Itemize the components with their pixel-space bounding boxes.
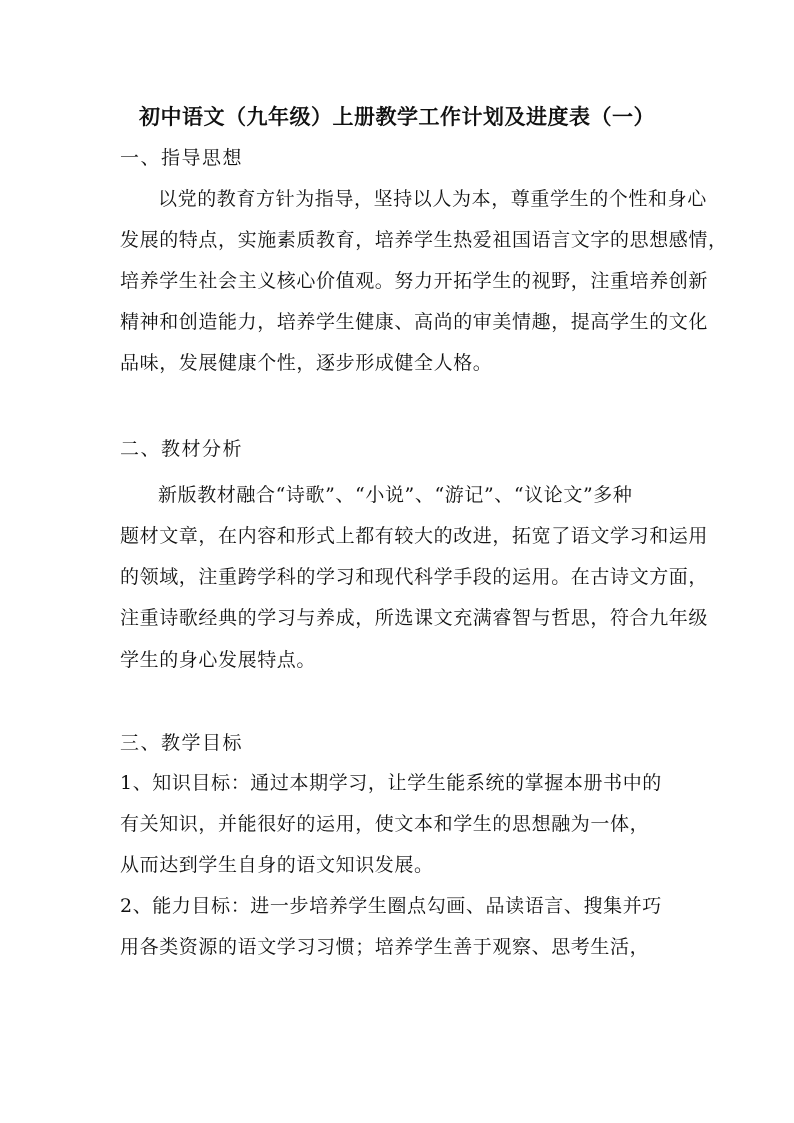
paragraph-line: 题材文章，在内容和形式上都有较大的改进，拓宽了语文学习和运用 [120,525,709,547]
paragraph-line: 的领域，注重跨学科的学习和现代科学手段的运用。在古诗文方面， [120,566,709,588]
paragraph-line: 学生的身心发展特点。 [120,649,317,671]
goal-line: 用各类资源的语文学习习惯；培养学生善于观察、思考生活， [120,936,650,958]
paragraph-line: 培养学生社会主义核心价值观。努力开拓学生的视野，注重培养创新 [120,270,709,292]
goal-line: 1、知识目标：通过本期学习，让学生能系统的掌握本册书中的 [120,772,662,794]
document-title: 初中语文（九年级）上册教学工作计划及进度表（一） [139,104,655,129]
paragraph-line: 新版教材融合“诗歌”、“小说”、“游记”、“议论文”多种 [158,484,633,506]
paragraph-line: 发展的特点，实施素质教育，培养学生热爱祖国语言文字的思想感情， [120,229,728,251]
paragraph-line: 品味，发展健康个性，逐步形成健全人格。 [120,352,493,374]
goal-line: 从而达到学生自身的语文知识发展。 [120,854,434,876]
paragraph-line: 以党的教育方针为指导，坚持以人为本，尊重学生的个性和身心 [158,188,707,210]
section-heading-textbook-analysis: 二、教材分析 [120,438,244,460]
paragraph-line: 注重诗歌经典的学习与养成，所选课文充满睿智与哲思，符合九年级 [120,607,709,629]
paragraph-line: 精神和创造能力，培养学生健康、高尚的审美情趣，提高学生的文化 [120,311,709,333]
goal-line: 有关知识，并能很好的运用，使文本和学生的思想融为一体， [120,813,650,835]
goal-line: 2、能力目标：进一步培养学生圈点勾画、品读语言、搜集并巧 [120,895,662,917]
section-heading-guiding-ideology: 一、指导思想 [120,147,244,169]
section-heading-teaching-goals: 三、教学目标 [120,732,244,754]
